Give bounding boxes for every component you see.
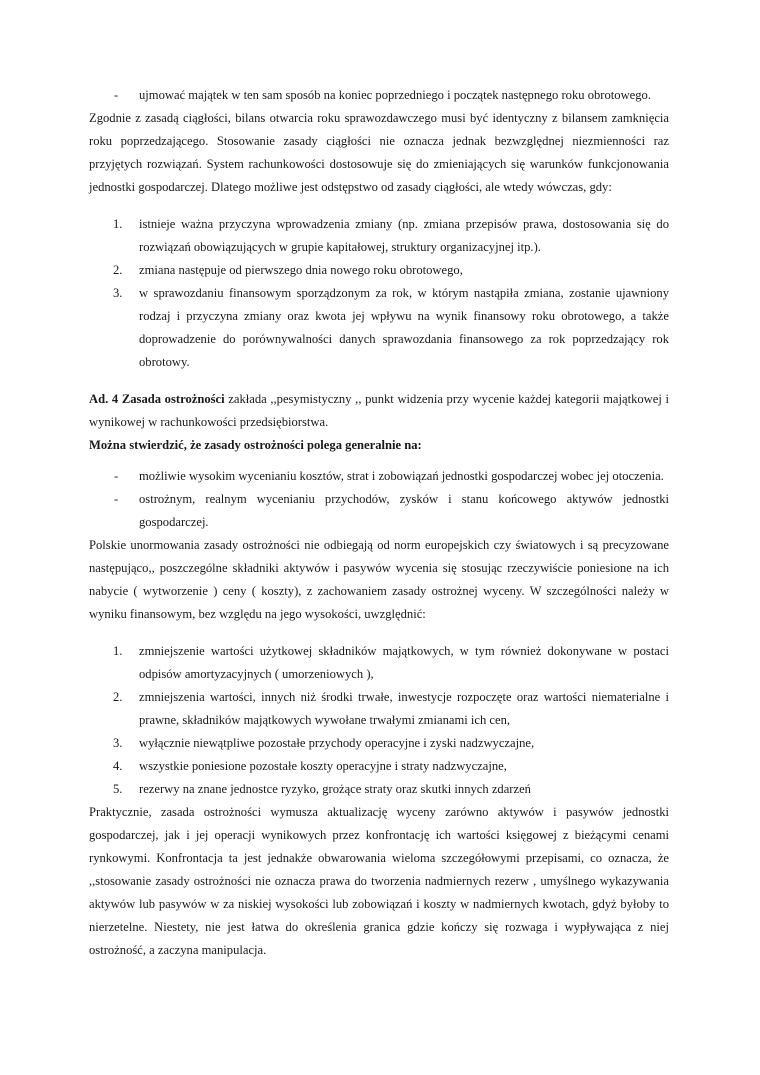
list-item-text: wyłącznie niewątpliwe pozostałe przychody operacyjne i zyski nadzwyczajne, xyxy=(139,736,535,750)
prudence-bullet-text: możliwie wysokim wycenianiu kosztów, strat i zobowiązań jednostki gospodarczej wobec jej otoczenia. xyxy=(139,469,664,483)
list-item-text: istnieje ważna przyczyna wprowadzenia zmiany (np. zmiana przepisów prawa, dostosowania się do rozwiązań obowiązujących w grupie kapitałowej, struktury organizacyjnej itp.). xyxy=(139,217,669,254)
prudence-bullets xyxy=(89,465,669,534)
list-number: 1. xyxy=(113,217,123,231)
continuity-list-item xyxy=(89,282,669,374)
prudence-list-item xyxy=(89,778,669,801)
list-number: 2. xyxy=(113,690,123,704)
prudence-paragraph: Polskie unormowania zasady ostrożności nie odbiegają od norm europejskich czy światowych i są precyzowane następująco,, poszczególne składniki aktywów i pasywów wycenia się stosując rzeczywiście poniesione na ich nabycie ( wytworzenie ) ceny ( koszty), z zachowaniem zasady ostrożnej wyceny. W szczególności należy w wyniku finansowym, bez względu na jego wysokości, uwzględnić: xyxy=(89,538,669,621)
prudence-bullet xyxy=(89,465,669,488)
bullet-dash: - xyxy=(114,492,119,506)
continuity-list-item xyxy=(89,213,669,259)
continuity-paragraph: Zgodnie z zasadą ciągłości, bilans otwarcia roku sprawozdawczego musi być identyczny z bilansem zamknięcia roku poprzedzającego. Stosowanie zasady ciągłości nie oznacza jednak bezwzględnej niezmienności raz przyjętych rozwiązań. System rachunkowości dostosowuje się do zmieniających się warunków funkcjonowania jednostki gospodarczej. Dlatego możliwe jest odstępstwo od zasady ciągłości, ale wtedy wówczas, gdy: xyxy=(89,111,669,194)
prudence-list-item xyxy=(89,640,669,686)
prudence-list xyxy=(89,640,669,801)
prudence-heading-title: Ad. 4 Zasada ostrożności xyxy=(89,392,225,406)
list-number: 2. xyxy=(113,263,123,277)
intro-bullet-text: ujmować majątek w ten sam sposób na koniec poprzedniego i początek następnego roku obrotowego. xyxy=(139,88,651,102)
page-content xyxy=(89,84,669,962)
intro-bullet xyxy=(89,84,669,107)
prudence-subheading xyxy=(89,434,669,457)
bullet-dash: - xyxy=(114,88,119,102)
prudence-list-item xyxy=(89,755,669,778)
bullet-dash: - xyxy=(114,469,119,483)
list-item-text: rezerwy na znane jednostce ryzyko, grożące straty oraz skutki innych zdarzeń xyxy=(139,782,531,796)
prudence-heading-text: zakłada ,,pesymistyczny ,, punkt widzenia przy wycenie każdej kategorii majątkowej i wynikowej w rachunkowości przedsiębiorstwa. xyxy=(89,392,669,429)
prudence-bullet-text: ostrożnym, realnym wycenianiu przychodów, zysków i stanu końcowego aktywów jednostki gospodarczej. xyxy=(139,492,669,529)
list-number: 4. xyxy=(113,759,123,773)
list-number: 5. xyxy=(113,782,123,796)
list-item-text: wszystkie poniesione pozostałe koszty operacyjne i straty nadzwyczajne, xyxy=(139,759,507,773)
continuity-list-item xyxy=(89,259,669,282)
prudence-list-item xyxy=(89,732,669,755)
prudence-heading xyxy=(89,388,669,434)
list-number: 3. xyxy=(113,286,123,300)
list-item-text: zmiana następuje od pierwszego dnia nowego roku obrotowego, xyxy=(139,263,463,277)
prudence-list-item xyxy=(89,686,669,732)
prudence-bullet xyxy=(89,488,669,534)
closing-paragraph: Praktycznie, zasada ostrożności wymusza aktualizację wyceny zarówno aktywów i pasywów jednostki gospodarczej, jak i jej operacji wynikowych przez konfrontację ich wartości księgowej z bieżącymi cenami rynkowymi. Konfrontacja ta jest jednakże obwarowania wieloma szczegółowymi przepisami, co oznacza, że ,,stosowanie zasady ostrożności nie oznacza prawa do tworzenia nadmiernych rezerw , umyślnego wykazywania aktywów lub pasywów w za niskiej wysokości lub zobowiązań i koszty w nadmiernych kwotach, gdyż byłoby to nierzetelne. Niestety, nie jest łatwa do określenia granica gdzie kończy się rozwaga i wypływająca z niej ostrożność, a zaczyna manipulacja. xyxy=(89,805,669,957)
list-item-text: zmniejszenia wartości, innych niż środki trwałe, inwestycje rozpoczęte oraz wartości niematerialne i prawne, składników majątkowych wywołane trwałymi zmianami ich cen, xyxy=(139,690,669,727)
list-item-text: zmniejszenie wartości użytkowej składników majątkowych, w tym również dokonywane w postaci odpisów amortyzacyjnych ( umorzeniowych ), xyxy=(139,644,669,681)
list-number: 1. xyxy=(113,644,123,658)
list-item-text: w sprawozdaniu finansowym sporządzonym za rok, w którym nastąpiła zmiana, zostanie ujawniony rodzaj i przyczyna zmiany oraz kwota jej wpływu na wynik finansowy roku obrotowego, a także doprowadzenie do porównywalności danych sprawozdania finansowego za rok poprzedzający rok obrotowy. xyxy=(139,286,669,369)
prudence-subheading-text: Można stwierdzić, że zasady ostrożności polega generalnie na: xyxy=(89,438,422,452)
continuity-list xyxy=(89,213,669,374)
list-number: 3. xyxy=(113,736,123,750)
